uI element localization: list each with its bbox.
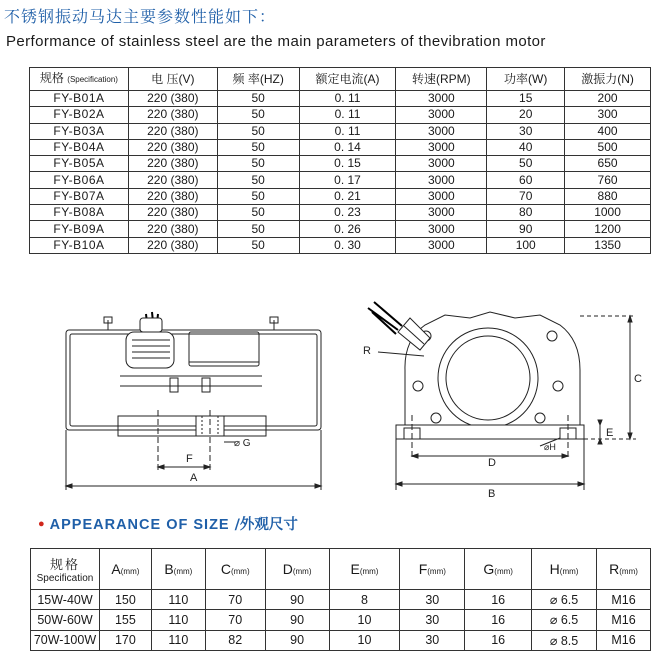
table-cell: 0. 11	[299, 91, 396, 107]
table-cell: FY-B05A	[30, 156, 129, 172]
header-rated-current: 额定电流(A)	[299, 68, 396, 91]
params-table-row	[30, 188, 651, 204]
size-header-b: B(mm)	[151, 549, 205, 590]
table-cell: 70	[205, 610, 265, 630]
header-speed: 转速(RPM)	[396, 68, 487, 91]
table-cell: 0. 26	[299, 221, 396, 237]
size-header-g: G(mm)	[465, 549, 532, 590]
params-table-row	[30, 221, 651, 237]
bullet-dot-icon: ●	[38, 518, 46, 530]
table-cell: 30	[400, 610, 465, 630]
table-cell: 50	[217, 172, 299, 188]
table-cell: FY-B08A	[30, 205, 129, 221]
table-cell: 170	[99, 630, 151, 650]
label-a: A	[190, 472, 198, 484]
table-cell: FY-B02A	[30, 107, 129, 123]
table-cell: 20	[487, 107, 565, 123]
params-table-row	[30, 123, 651, 139]
params-table-row	[30, 139, 651, 155]
table-cell: 10	[329, 630, 400, 650]
page-title-en: Performance of stainless steel are the main parameters of thevibration motor	[6, 33, 546, 50]
table-cell: 3000	[396, 205, 487, 221]
table-cell: 50	[217, 123, 299, 139]
section-title-cn: /外观尺寸	[234, 517, 298, 533]
size-header-e: E(mm)	[329, 549, 400, 590]
table-cell: 155	[99, 610, 151, 630]
label-c: C	[634, 373, 642, 385]
params-table-row	[30, 237, 651, 253]
label-e: E	[606, 427, 614, 439]
header-exciting-force: 激振力(N)	[565, 68, 651, 91]
table-cell: 30	[487, 123, 565, 139]
table-cell: 220 (380)	[128, 139, 217, 155]
table-cell: 60	[487, 172, 565, 188]
table-cell: 500	[565, 139, 651, 155]
table-cell: 200	[565, 91, 651, 107]
params-table-row	[30, 156, 651, 172]
table-cell: ⌀ 6.5	[532, 590, 597, 610]
table-cell: 3000	[396, 237, 487, 253]
table-cell: 110	[151, 590, 205, 610]
table-cell: FY-B10A	[30, 237, 129, 253]
table-cell: 3000	[396, 91, 487, 107]
table-cell: 3000	[396, 172, 487, 188]
header-specification: 规格 (Specification)	[30, 68, 129, 91]
table-cell: 220 (380)	[128, 237, 217, 253]
table-cell: 0. 14	[299, 139, 396, 155]
table-cell: 50	[217, 221, 299, 237]
table-cell: 110	[151, 630, 205, 650]
label-f: F	[186, 453, 193, 465]
size-table-row	[31, 610, 651, 630]
table-cell: 10	[329, 610, 400, 630]
table-cell: 0. 30	[299, 237, 396, 253]
table-cell: 300	[565, 107, 651, 123]
table-cell: 3000	[396, 139, 487, 155]
table-cell: 15W-40W	[31, 590, 100, 610]
size-header-a: A(mm)	[99, 549, 151, 590]
table-cell: 70W-100W	[31, 630, 100, 650]
table-cell: 30	[400, 630, 465, 650]
table-cell: FY-B07A	[30, 188, 129, 204]
table-cell: 1350	[565, 237, 651, 253]
table-cell: ⌀ 8.5	[532, 630, 597, 650]
params-table	[29, 67, 651, 254]
table-cell: 16	[465, 590, 532, 610]
size-table	[30, 548, 651, 651]
table-cell: 100	[487, 237, 565, 253]
table-cell: 1000	[565, 205, 651, 221]
table-cell: 82	[205, 630, 265, 650]
table-cell: 50	[217, 188, 299, 204]
table-cell: 50	[217, 156, 299, 172]
table-cell: 50	[487, 156, 565, 172]
table-cell: 70	[487, 188, 565, 204]
table-cell: FY-B06A	[30, 172, 129, 188]
table-cell: 50	[217, 237, 299, 253]
motor-end-view	[368, 302, 636, 490]
table-cell: 50W-60W	[31, 610, 100, 630]
table-cell: FY-B09A	[30, 221, 129, 237]
params-table-row	[30, 205, 651, 221]
table-cell: 3000	[396, 188, 487, 204]
table-cell: 16	[465, 610, 532, 630]
table-cell: 8	[329, 590, 400, 610]
size-header-d: D(mm)	[265, 549, 329, 590]
table-cell: 0. 17	[299, 172, 396, 188]
table-cell: 220 (380)	[128, 156, 217, 172]
page-title-cn: 不锈钢振动马达主要参数性能如下：	[4, 7, 277, 26]
table-cell: FY-B03A	[30, 123, 129, 139]
section-heading	[38, 513, 298, 534]
table-cell: 220 (380)	[128, 172, 217, 188]
size-header-h: H(mm)	[532, 549, 597, 590]
header-power: 功率(W)	[487, 68, 565, 91]
size-header-row	[31, 549, 651, 590]
table-cell: 90	[487, 221, 565, 237]
table-cell: 50	[217, 139, 299, 155]
table-cell: 650	[565, 156, 651, 172]
table-cell: 90	[265, 630, 329, 650]
table-cell: M16	[597, 610, 651, 630]
table-cell: 80	[487, 205, 565, 221]
table-cell: 90	[265, 590, 329, 610]
table-cell: 50	[217, 107, 299, 123]
table-cell: FY-B04A	[30, 139, 129, 155]
label-r: R	[363, 345, 371, 357]
label-h: ⌀H	[544, 442, 556, 452]
size-table-row	[31, 590, 651, 610]
header-frequency: 频 率(HZ)	[217, 68, 299, 91]
table-cell: 3000	[396, 156, 487, 172]
table-cell: 400	[565, 123, 651, 139]
table-cell: 15	[487, 91, 565, 107]
table-cell: 90	[265, 610, 329, 630]
table-cell: 0. 23	[299, 205, 396, 221]
table-cell: 220 (380)	[128, 188, 217, 204]
table-cell: FY-B01A	[30, 91, 129, 107]
size-header-c: C(mm)	[205, 549, 265, 590]
table-cell: 220 (380)	[128, 91, 217, 107]
table-cell: 30	[400, 590, 465, 610]
table-cell: 760	[565, 172, 651, 188]
table-cell: 70	[205, 590, 265, 610]
label-d: D	[488, 457, 496, 469]
size-header-r: R(mm)	[597, 549, 651, 590]
table-cell: 3000	[396, 221, 487, 237]
table-cell: 0. 15	[299, 156, 396, 172]
table-cell: 150	[99, 590, 151, 610]
table-cell: 220 (380)	[128, 123, 217, 139]
params-table-row	[30, 107, 651, 123]
label-g: ⌀ G	[234, 438, 251, 449]
table-cell: 0. 11	[299, 123, 396, 139]
table-cell: 1200	[565, 221, 651, 237]
label-b: B	[488, 488, 496, 500]
size-header-specification: 规格 Specification	[31, 549, 100, 590]
table-cell: 0. 11	[299, 107, 396, 123]
table-cell: 880	[565, 188, 651, 204]
section-title: APPEARANCE OF SIZE	[49, 517, 230, 533]
table-cell: 50	[217, 205, 299, 221]
table-cell: 110	[151, 610, 205, 630]
table-cell: ⌀ 6.5	[532, 610, 597, 630]
table-cell: 220 (380)	[128, 205, 217, 221]
params-header-row	[30, 68, 651, 91]
table-cell: 220 (380)	[128, 221, 217, 237]
size-header-f: F(mm)	[400, 549, 465, 590]
header-voltage: 电 压(V)	[128, 68, 217, 91]
table-cell: 40	[487, 139, 565, 155]
table-cell: 50	[217, 91, 299, 107]
table-cell: 3000	[396, 107, 487, 123]
table-cell: 0. 21	[299, 188, 396, 204]
table-cell: 16	[465, 630, 532, 650]
table-cell: M16	[597, 630, 651, 650]
size-table-row	[31, 630, 651, 650]
table-cell: 3000	[396, 123, 487, 139]
table-cell: M16	[597, 590, 651, 610]
motor-dimension-drawing	[0, 290, 656, 500]
params-table-row	[30, 91, 651, 107]
motor-side-view	[66, 312, 321, 490]
table-cell: 220 (380)	[128, 107, 217, 123]
params-table-row	[30, 172, 651, 188]
